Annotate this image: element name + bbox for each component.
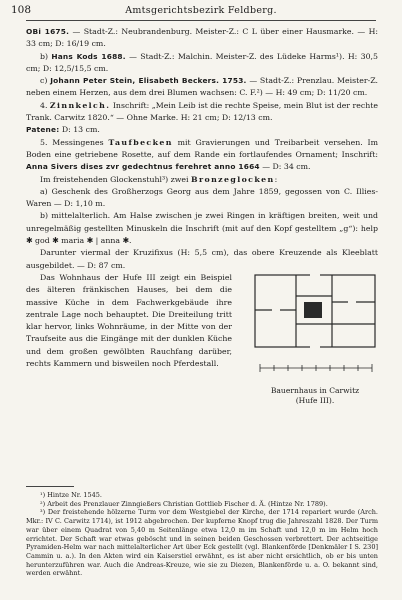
footnote-1: ¹) Hintze Nr. 1545.: [40, 491, 102, 499]
figure-caption-line-2: (Hufe III).: [295, 395, 335, 405]
patene-label: Patene:: [26, 125, 60, 135]
list-marker: b): [40, 51, 52, 61]
paragraph-text: Im freistehenden Glockenstuhl³) zwei: [40, 174, 192, 184]
header-rule: [26, 20, 376, 21]
figure-caption-line-1: Bauernhaus in Carwitz: [270, 385, 360, 395]
paragraph-text: :: [274, 174, 278, 184]
figure-caption: [252, 386, 378, 406]
paragraph-a3: [26, 75, 378, 100]
paragraph-item4: [26, 100, 378, 125]
inscription: Anna Sivers dises zvr gedechtnus ferehret anno 1664: [26, 162, 260, 172]
maker-name: Hans Kods 1688.: [51, 51, 126, 61]
item-number: 5.: [40, 137, 53, 147]
paragraph-house: Das Wohnhaus der Hufe III zeigt ein Beispiel des älteren fränkischen Hauses, bei dem die massive Küche in dem Fachwerkgebäude ihre zentrale Lage noch behauptet. Die Dreiteilung tritt klar hervor, links Wohnräume, in der Mitte von der Traufseite aus die Eingänge mit der dunklen Küche und dem großen gewölbten Rauchfang darüber, rechts Kammern und bisweilen noch Pferdestall.: [26, 272, 232, 369]
paragraph-patene: [26, 124, 378, 136]
paragraph-bell-a: a) Geschenk des Großherzogs Georg aus dem Jahre 1859, gegossen von C. Illies-Waren — D: 1,10 m.: [26, 186, 378, 209]
floor-plan: [252, 272, 378, 384]
page-number: 108: [11, 4, 32, 16]
footnotes: [26, 491, 378, 578]
running-title: Amtsgerichtsbezirk Feldberg.: [125, 5, 277, 16]
footnote-3: ³) Der freistehende hölzerne Turm vor dem Westgiebel der Kirche, der 1714 repariert wurde (Arch. Mkr.: IV C. Carwitz 1714), ist 1912 abgebrochen. Der kupferne Knopf trug die Jahreszahl 1828. Der Turm war über einem Quadrat von 5,40 m Seitenlänge etwa 12,0 m im Schaft und 12,0 m im Helm hoch errichtet. Der Schaft war etwas geböscht und in seinen beiden Geschossen verbrettert. Der achtseitige Pyramiden-Helm war nach mittelalterlicher Art über Eck gestellt (vgl. Blankenförde [Denkmäler I S. 230] Cammin u. a.). In den Akten wird ein Kaiserstiel erwähnt, es ist aber nicht ersichtlich, ob er bis unten herunterzuführen war. Auch die Andreas-Kreuze, wie sie zu Diezen, Blankenförde u. a. O. bekannt sind, werden erwähnt.: [26, 508, 378, 578]
footnote-2: ²) Arbeit des Prenzlauer Zinngießers Christian Gottlieb Fischer d. Ä. (Hintze Nr. 1789).: [40, 499, 328, 508]
paragraph-a2: [26, 51, 378, 76]
paragraph-text: — Stadt-Z.: Malchin. Meister-Z. des Lüdeke Harms¹). H: 30,5 cm; D: 12,5/15,5 cm.: [26, 51, 378, 73]
paragraph-text: — Stadt-Z.: Neubrandenburg. Meister-Z.: C L über einer Hausmarke. — H: 33 cm; D: 16/19 cm.: [26, 27, 379, 49]
paragraph-item5: [26, 137, 378, 174]
paragraph-a1: [26, 26, 378, 51]
hearth-block: [304, 302, 322, 318]
figure: [252, 272, 378, 406]
item-heading: Bronzeglocken: [191, 174, 275, 184]
paragraph-text: D: 13 cm.: [59, 125, 100, 135]
paragraph-text: mit Gravierungen und Treibarbeit versehen. Im Boden eine getriebene Rosette, auf dem Rande ein fortlaufendes Ornament; Inschrift:: [26, 137, 378, 159]
item-heading: Zinnkelch.: [49, 100, 111, 110]
item-number: 4.: [40, 100, 50, 110]
paragraph-text: — D: 34 cm.: [259, 162, 311, 172]
footnote-rule: [26, 486, 74, 487]
paragraph-bell-b: b) mittelalterlich. Am Halse zwischen je zwei Ringen in kräftigen breiten, weit und unregelmäßig gestellten Minuskeln die Inschrift (mit auf den Kopf gestelltem „g“): help ✱ god ✱ maria ✱ | anna ✱.: [26, 211, 378, 246]
paragraph-text: Messingenes: [52, 137, 109, 147]
running-header: [0, 4, 402, 18]
paragraph-text: — Stadt-Z.: Prenzlau. Meister-Z. neben einem Herzen, aus dem drei Blumen wachsen: C. F.²) — H: 49 cm; D: 11/20 cm.: [26, 76, 379, 98]
list-marker: c): [40, 76, 51, 86]
figure-row: [26, 272, 378, 406]
item-heading: Taufbecken: [108, 137, 173, 147]
maker-mark: OBi 1675.: [26, 27, 70, 36]
paragraph-bells: [26, 174, 378, 186]
main-text: [26, 26, 378, 406]
paragraph-text: Inschrift: „Mein Leib ist die rechte Speise, mein Blut ist der rechte Trank. Carwitz 1820.“ — Ohne Marke. H: 21 cm; D: 12/13 cm.: [26, 100, 378, 123]
maker-name: Johann Peter Stein, Elisabeth Beckers. 1753.: [50, 76, 247, 86]
paragraph-bell-b2: Darunter viermal der Kruzifixus (H: 5,5 cm), das obere Kreuzende als Kleeblatt ausgebildet. — D: 87 cm.: [26, 248, 378, 270]
